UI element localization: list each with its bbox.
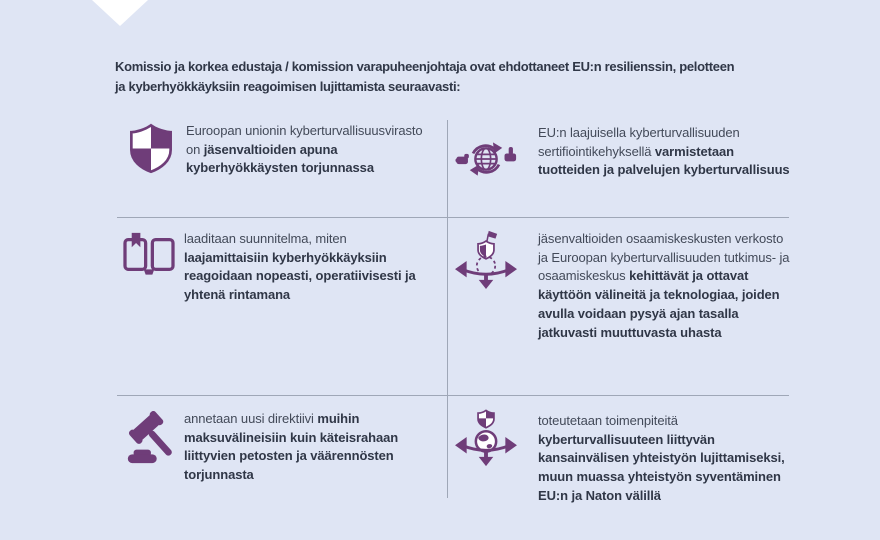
cell-text (538, 412, 796, 506)
icon-box (453, 124, 519, 184)
text-regular: laaditaan suunnitelma, miten (184, 231, 347, 246)
text-regular: EU:n laajuisella kyberturvallisuuden sertifiointikehyksellä (538, 125, 740, 159)
text-regular: annetaan uusi direktiivi (184, 411, 318, 426)
icon-box (453, 228, 519, 290)
page-title (115, 57, 815, 97)
cell-text (184, 410, 422, 485)
certification-globe-icon (455, 134, 517, 184)
icon-box (453, 410, 519, 468)
horizontal-divider-2 (117, 395, 789, 396)
text-bold: varmistetaan tuotteiden ja palvelujen kyberturvallisuus (538, 143, 790, 178)
vertical-divider (447, 120, 448, 498)
cell-text (538, 230, 796, 342)
grid-cell-directive (118, 408, 422, 485)
content-grid (115, 118, 791, 528)
icon-box (118, 228, 180, 278)
quartered-shield-icon (126, 122, 176, 175)
page-title-line1: Komissio ja korkea edustaja / komission varapuheenjohtaja ovat ehdottaneet EU:n resilienssin, pelotteen (115, 59, 735, 74)
text-regular: jäsenvaltioiden osaamiskeskusten verkosto ja Euroopan kyberturvallisuuden tutkimus- ja osaamiskeskus (538, 231, 790, 284)
grid-cell-certification (453, 124, 796, 184)
open-book-icon (121, 230, 177, 278)
icon-box (118, 408, 180, 467)
cell-text (538, 124, 796, 180)
grid-cell-international-cooperation (453, 410, 796, 506)
icon-box (120, 122, 182, 175)
page-title-line2: ja kyberhyökkäyksiin reagoimisen lujittamista seuraavasti: (115, 79, 461, 94)
horizontal-divider-1 (117, 217, 789, 218)
decorative-triangle (92, 0, 148, 26)
text-regular: toteutetaan toimenpiteitä (538, 413, 678, 428)
text-bold: laajamittaisiin kyberhyökkäyksiin reagoidaan nopeasti, operatiivisesti ja yhtenä rintamana (184, 249, 416, 303)
grid-cell-enisa (120, 122, 424, 178)
text-bold: kyberturvallisuuteen liittyvän kansainvälisen yhteistyön lujittamiseksi, muun muassa yhteistyön syventäminen EU:n ja Naton välillä (538, 431, 785, 503)
cell-text (184, 230, 422, 305)
text-regular: Euroopan unionin kyberturvallisuusvirasto on (186, 123, 423, 157)
grid-cell-plan (118, 228, 422, 305)
cell-text (186, 122, 424, 178)
shield-globe-cooperation-icon (454, 408, 518, 468)
competence-network-icon (454, 228, 518, 290)
text-bold: muihin maksuvälineisiin kuin käteisrahaan liittyvien petosten ja väärennösten torjunnasta (184, 411, 399, 483)
text-bold: jäsenvaltioiden apuna kyberhyökkäysten torjunnassa (186, 141, 374, 176)
grid-cell-competence-network (453, 228, 796, 342)
gavel-icon (123, 411, 175, 467)
text-bold: kehittävät ja ottavat käyttöön välineitä ja teknologiaa, joiden avulla voidaan pysyä ajan tasalla jatkuvasti muuttuvasta uhasta (538, 268, 780, 340)
